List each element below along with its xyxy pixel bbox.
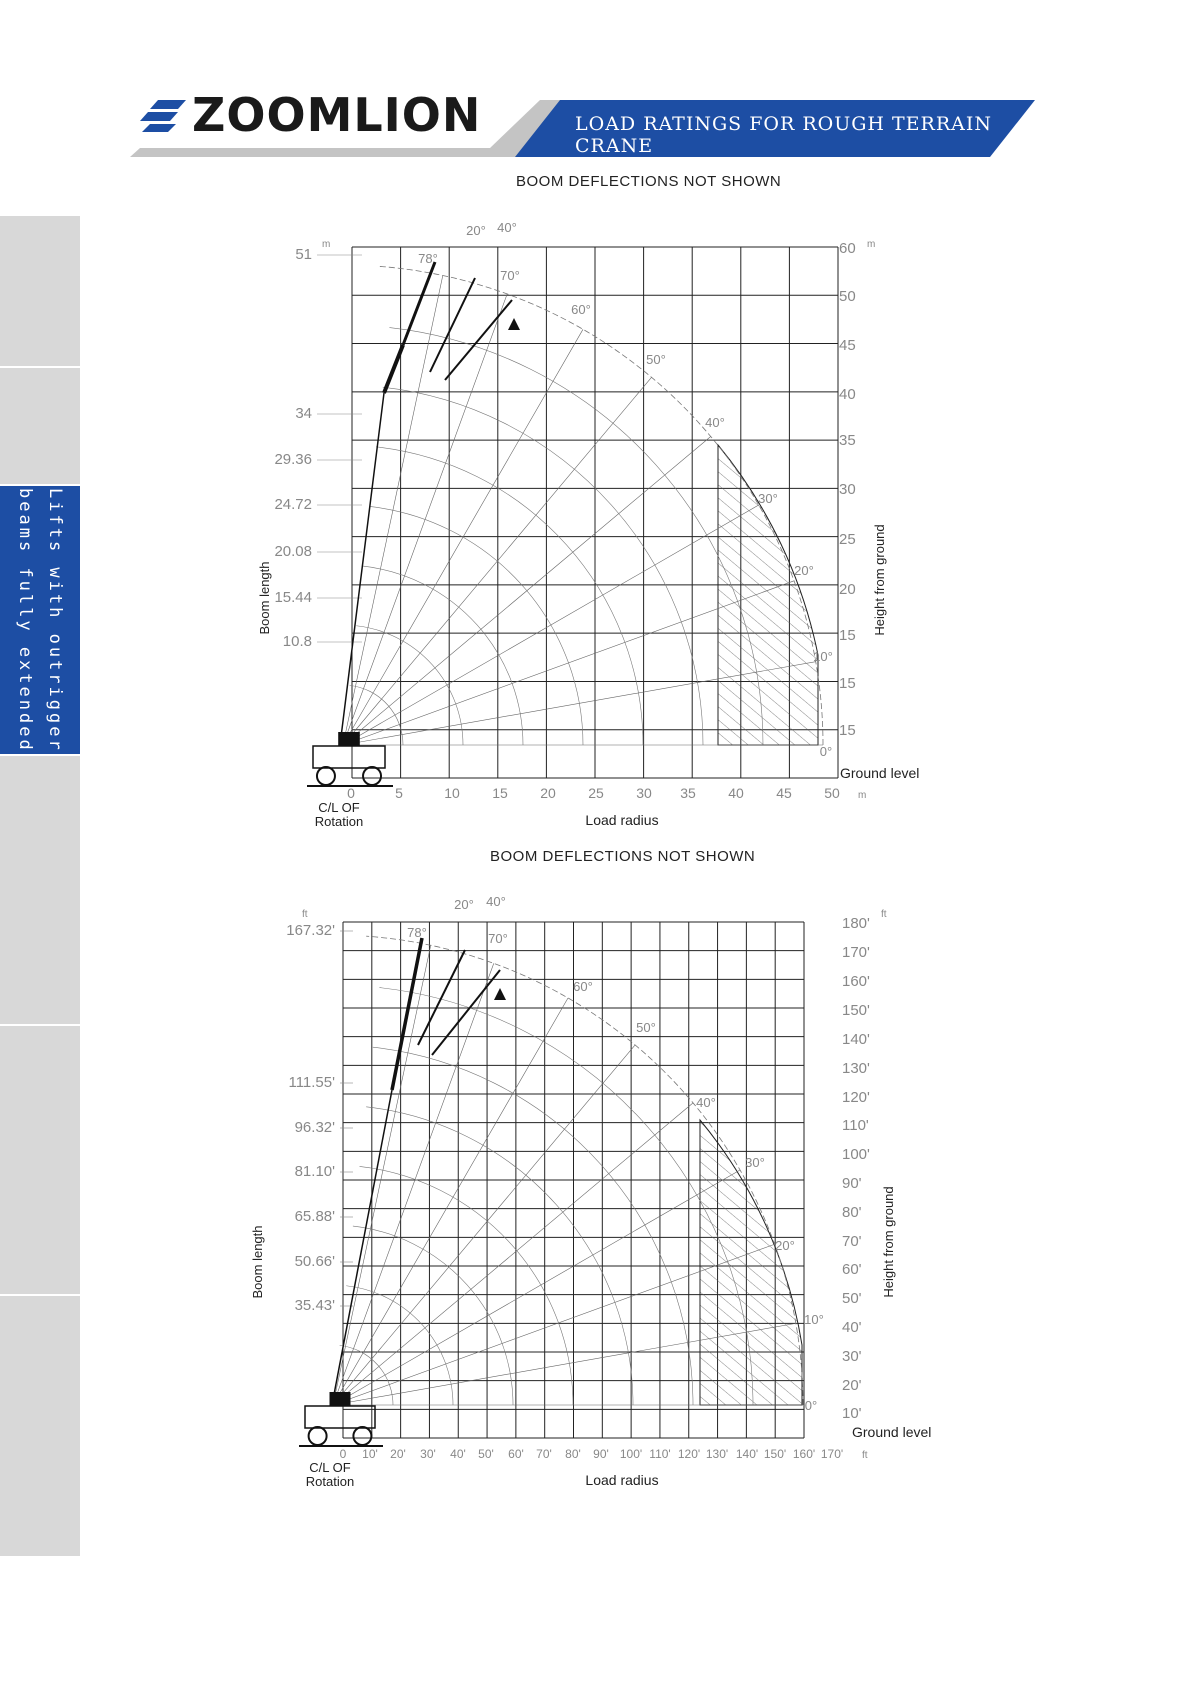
crane-wheel-icon — [317, 767, 335, 785]
boom-angle-label: 20° — [466, 223, 486, 238]
height-tick: 40 — [839, 386, 856, 403]
boom-length-arc — [356, 626, 463, 745]
height-tick: 170' — [842, 944, 870, 961]
radius-tick: 0 — [347, 785, 355, 801]
height-tick: 20' — [842, 1377, 862, 1394]
boom-length-label: 24.72 — [274, 496, 312, 513]
boom-angle-label: 50° — [636, 1020, 656, 1035]
zoomlion-logo-icon — [140, 100, 186, 132]
boom-angle-label: 40° — [705, 415, 725, 430]
boom-angle-label: 60° — [571, 302, 591, 317]
radius-tick: 30 — [636, 785, 652, 801]
height-tick: 30 — [839, 481, 856, 498]
height-tick: 60 — [839, 240, 856, 257]
boom-length-label: 20.08 — [274, 543, 312, 560]
boom-length-label: 167.32' — [286, 922, 335, 939]
radius-tick: 25 — [588, 785, 604, 801]
radius-tick: 50' — [478, 1447, 494, 1461]
crane-wheel-icon — [309, 1427, 327, 1445]
x-axis-title: Load radius — [585, 1472, 659, 1488]
left-axis-title: Boom length — [257, 561, 272, 635]
radius-tick: 50 — [824, 785, 840, 801]
height-tick: 20 — [839, 581, 856, 598]
banner-title: LOAD RATINGS FOR ROUGH TERRAIN CRANE — [575, 113, 993, 157]
restricted-zone-hatch — [718, 445, 818, 745]
boom-section — [403, 262, 435, 345]
radius-unit: ft — [862, 1450, 868, 1461]
radius-tick: 10 — [444, 785, 460, 801]
boom-length-arc — [376, 447, 643, 745]
boom-angle-label: 30° — [745, 1155, 765, 1170]
height-tick: 130' — [842, 1060, 870, 1077]
radius-tick: 140' — [735, 1447, 759, 1461]
side-tab-label-wrap — [0, 486, 80, 754]
height-tick: 15 — [839, 675, 856, 692]
boom-angle-label: 0° — [819, 744, 833, 759]
boom-length-label: 29.36 — [274, 451, 312, 468]
crane-cab — [338, 732, 360, 746]
brand-name: ZOOMLION — [192, 88, 482, 142]
radius-tick: 60' — [508, 1447, 524, 1461]
crane-wheel-icon — [363, 767, 381, 785]
height-tick: 160' — [842, 973, 870, 990]
radius-tick: 170' — [820, 1447, 844, 1461]
height-tick: 60' — [842, 1261, 862, 1278]
height-tick: 80' — [842, 1204, 862, 1221]
hook-triangle-icon — [494, 988, 506, 1000]
boom-angle-label: 20° — [454, 897, 474, 912]
boom-length-label: 111.55' — [288, 1074, 335, 1091]
height-unit: m — [867, 239, 876, 250]
right-axis-title: Height from ground — [881, 1186, 896, 1298]
angle-ray — [333, 963, 494, 1405]
x-axis-title: Load radius — [585, 812, 659, 828]
angle-ray — [333, 945, 431, 1405]
boom-length-label: 65.88' — [294, 1208, 335, 1225]
radius-tick: 0 — [339, 1447, 347, 1461]
radius-tick: 40' — [450, 1447, 466, 1461]
boom-angle-label: 40° — [497, 220, 517, 235]
boom-length-label: 15.44 — [274, 589, 312, 606]
ground-level-label: Ground level — [852, 1424, 932, 1440]
boom-angle-label: 50° — [646, 352, 666, 367]
boom-angle-label: 20° — [794, 563, 814, 578]
angle-ray — [333, 1103, 693, 1405]
left-axis-title: Boom length — [250, 1225, 265, 1299]
radius-tick: 70' — [536, 1447, 552, 1461]
height-tick: 15 — [839, 627, 856, 644]
radius-tick: 160' — [792, 1447, 816, 1461]
boom-length-label: 34 — [295, 405, 312, 422]
radius-tick: 100' — [619, 1447, 643, 1461]
radius-tick: 30' — [420, 1447, 436, 1461]
radius-tick: 20' — [390, 1447, 406, 1461]
boom-length-arc — [363, 566, 523, 745]
rotation-label: C/L OF Rotation — [305, 1460, 355, 1489]
radius-tick: 40 — [728, 785, 744, 801]
side-tab-5[interactable] — [0, 1026, 80, 1296]
boom-angle-label: 40° — [486, 894, 506, 909]
boom-length-label: 96.32' — [294, 1119, 335, 1136]
boom-length-label: 51 — [295, 246, 312, 263]
height-tick: 50' — [842, 1290, 862, 1307]
side-tab-1[interactable] — [0, 216, 80, 368]
height-tick: 110' — [842, 1117, 869, 1134]
radius-tick: 80' — [565, 1447, 581, 1461]
boom-angle-label: 60° — [573, 979, 593, 994]
height-unit: ft — [881, 909, 887, 920]
height-tick: 140' — [842, 1031, 870, 1048]
radius-tick: 45 — [776, 785, 792, 801]
side-tab-outrigger[interactable] — [0, 486, 80, 756]
height-tick: 10' — [842, 1405, 862, 1422]
radius-unit: m — [858, 790, 867, 801]
side-tab-4[interactable] — [0, 756, 80, 1026]
boom-section — [332, 1090, 392, 1405]
boom-length-label: 81.10' — [294, 1163, 335, 1180]
boom-angle-label: 10° — [804, 1312, 824, 1327]
rotation-label: C/L OF Rotation — [314, 800, 364, 829]
height-tick: 100' — [842, 1146, 870, 1163]
height-tick: 50 — [839, 288, 856, 305]
height-tick: 30' — [842, 1348, 862, 1365]
crane-wheel-icon — [353, 1427, 371, 1445]
height-tick: 40' — [842, 1319, 862, 1336]
height-tick: 70' — [842, 1233, 862, 1250]
diagram-1-caption: BOOM DEFLECTIONS NOT SHOWN — [516, 173, 782, 190]
radius-tick: 35 — [680, 785, 696, 801]
boom-section — [430, 278, 475, 372]
boom-length-label: 35.43' — [294, 1297, 335, 1314]
height-tick: 15 — [839, 722, 856, 739]
radius-tick: 5 — [395, 785, 403, 801]
boom-length-arc — [383, 387, 703, 745]
right-axis-title: Height from ground — [872, 524, 887, 636]
crane-body — [313, 746, 385, 768]
boom-angle-label: 78° — [407, 925, 427, 940]
boom-length-unit: m — [322, 239, 331, 250]
height-tick: 35 — [839, 432, 856, 449]
diagram-2-caption: BOOM DEFLECTIONS NOT SHOWN — [490, 848, 756, 865]
page-header — [0, 0, 1190, 170]
boom-angle-label: 30° — [758, 491, 778, 506]
boom-length-label: 10.8 — [282, 633, 312, 650]
height-tick: 25 — [839, 531, 856, 548]
range-diagram-metric — [240, 195, 960, 835]
height-tick: 180' — [842, 915, 870, 932]
boom-length-label: 50.66' — [294, 1253, 335, 1270]
radius-tick: 15 — [492, 785, 508, 801]
boom-length-arc — [370, 506, 583, 745]
angle-ray — [333, 1170, 740, 1405]
angle-ray — [333, 1045, 635, 1405]
boom-angle-label: 70° — [500, 268, 520, 283]
boom-angle-label: 10° — [813, 649, 833, 664]
boom-length-arc — [373, 1047, 693, 1405]
radius-tick: 20 — [540, 785, 556, 801]
side-tab-2[interactable] — [0, 368, 80, 486]
side-tab-label: Lifts with outrigger beams fully extended — [15, 487, 65, 753]
ground-level-label: Ground level — [840, 765, 920, 781]
range-diagram-imperial — [230, 870, 950, 1500]
radius-tick: 110' — [649, 1447, 671, 1461]
hook-triangle-icon — [508, 318, 520, 330]
radius-tick: 130' — [705, 1447, 729, 1461]
height-tick: 120' — [842, 1089, 870, 1106]
radius-tick: 90' — [593, 1447, 609, 1461]
boom-length-arc — [353, 1226, 513, 1405]
angle-ray — [333, 998, 568, 1405]
height-tick: 45 — [839, 337, 856, 354]
boom-length-unit: ft — [302, 909, 308, 920]
radius-tick: 120' — [677, 1447, 701, 1461]
boom-length-arc — [360, 1166, 573, 1405]
boom-angle-label: 40° — [696, 1095, 716, 1110]
side-tab-6[interactable] — [0, 1296, 80, 1558]
boom-angle-label: 20° — [775, 1238, 795, 1253]
radius-tick: 10' — [362, 1447, 378, 1461]
crane-cab — [330, 1392, 351, 1406]
boom-angle-label: 70° — [488, 931, 508, 946]
boom-section — [432, 970, 500, 1055]
boom-length-arc — [346, 1286, 453, 1405]
height-tick: 90' — [842, 1175, 862, 1192]
side-tab-strip — [0, 216, 80, 1556]
height-tick: 150' — [842, 1002, 870, 1019]
boom-angle-label: 0° — [804, 1398, 818, 1413]
boom-angle-label: 78° — [418, 251, 438, 266]
radius-tick: 150' — [763, 1447, 787, 1461]
boom-section — [392, 938, 422, 1090]
